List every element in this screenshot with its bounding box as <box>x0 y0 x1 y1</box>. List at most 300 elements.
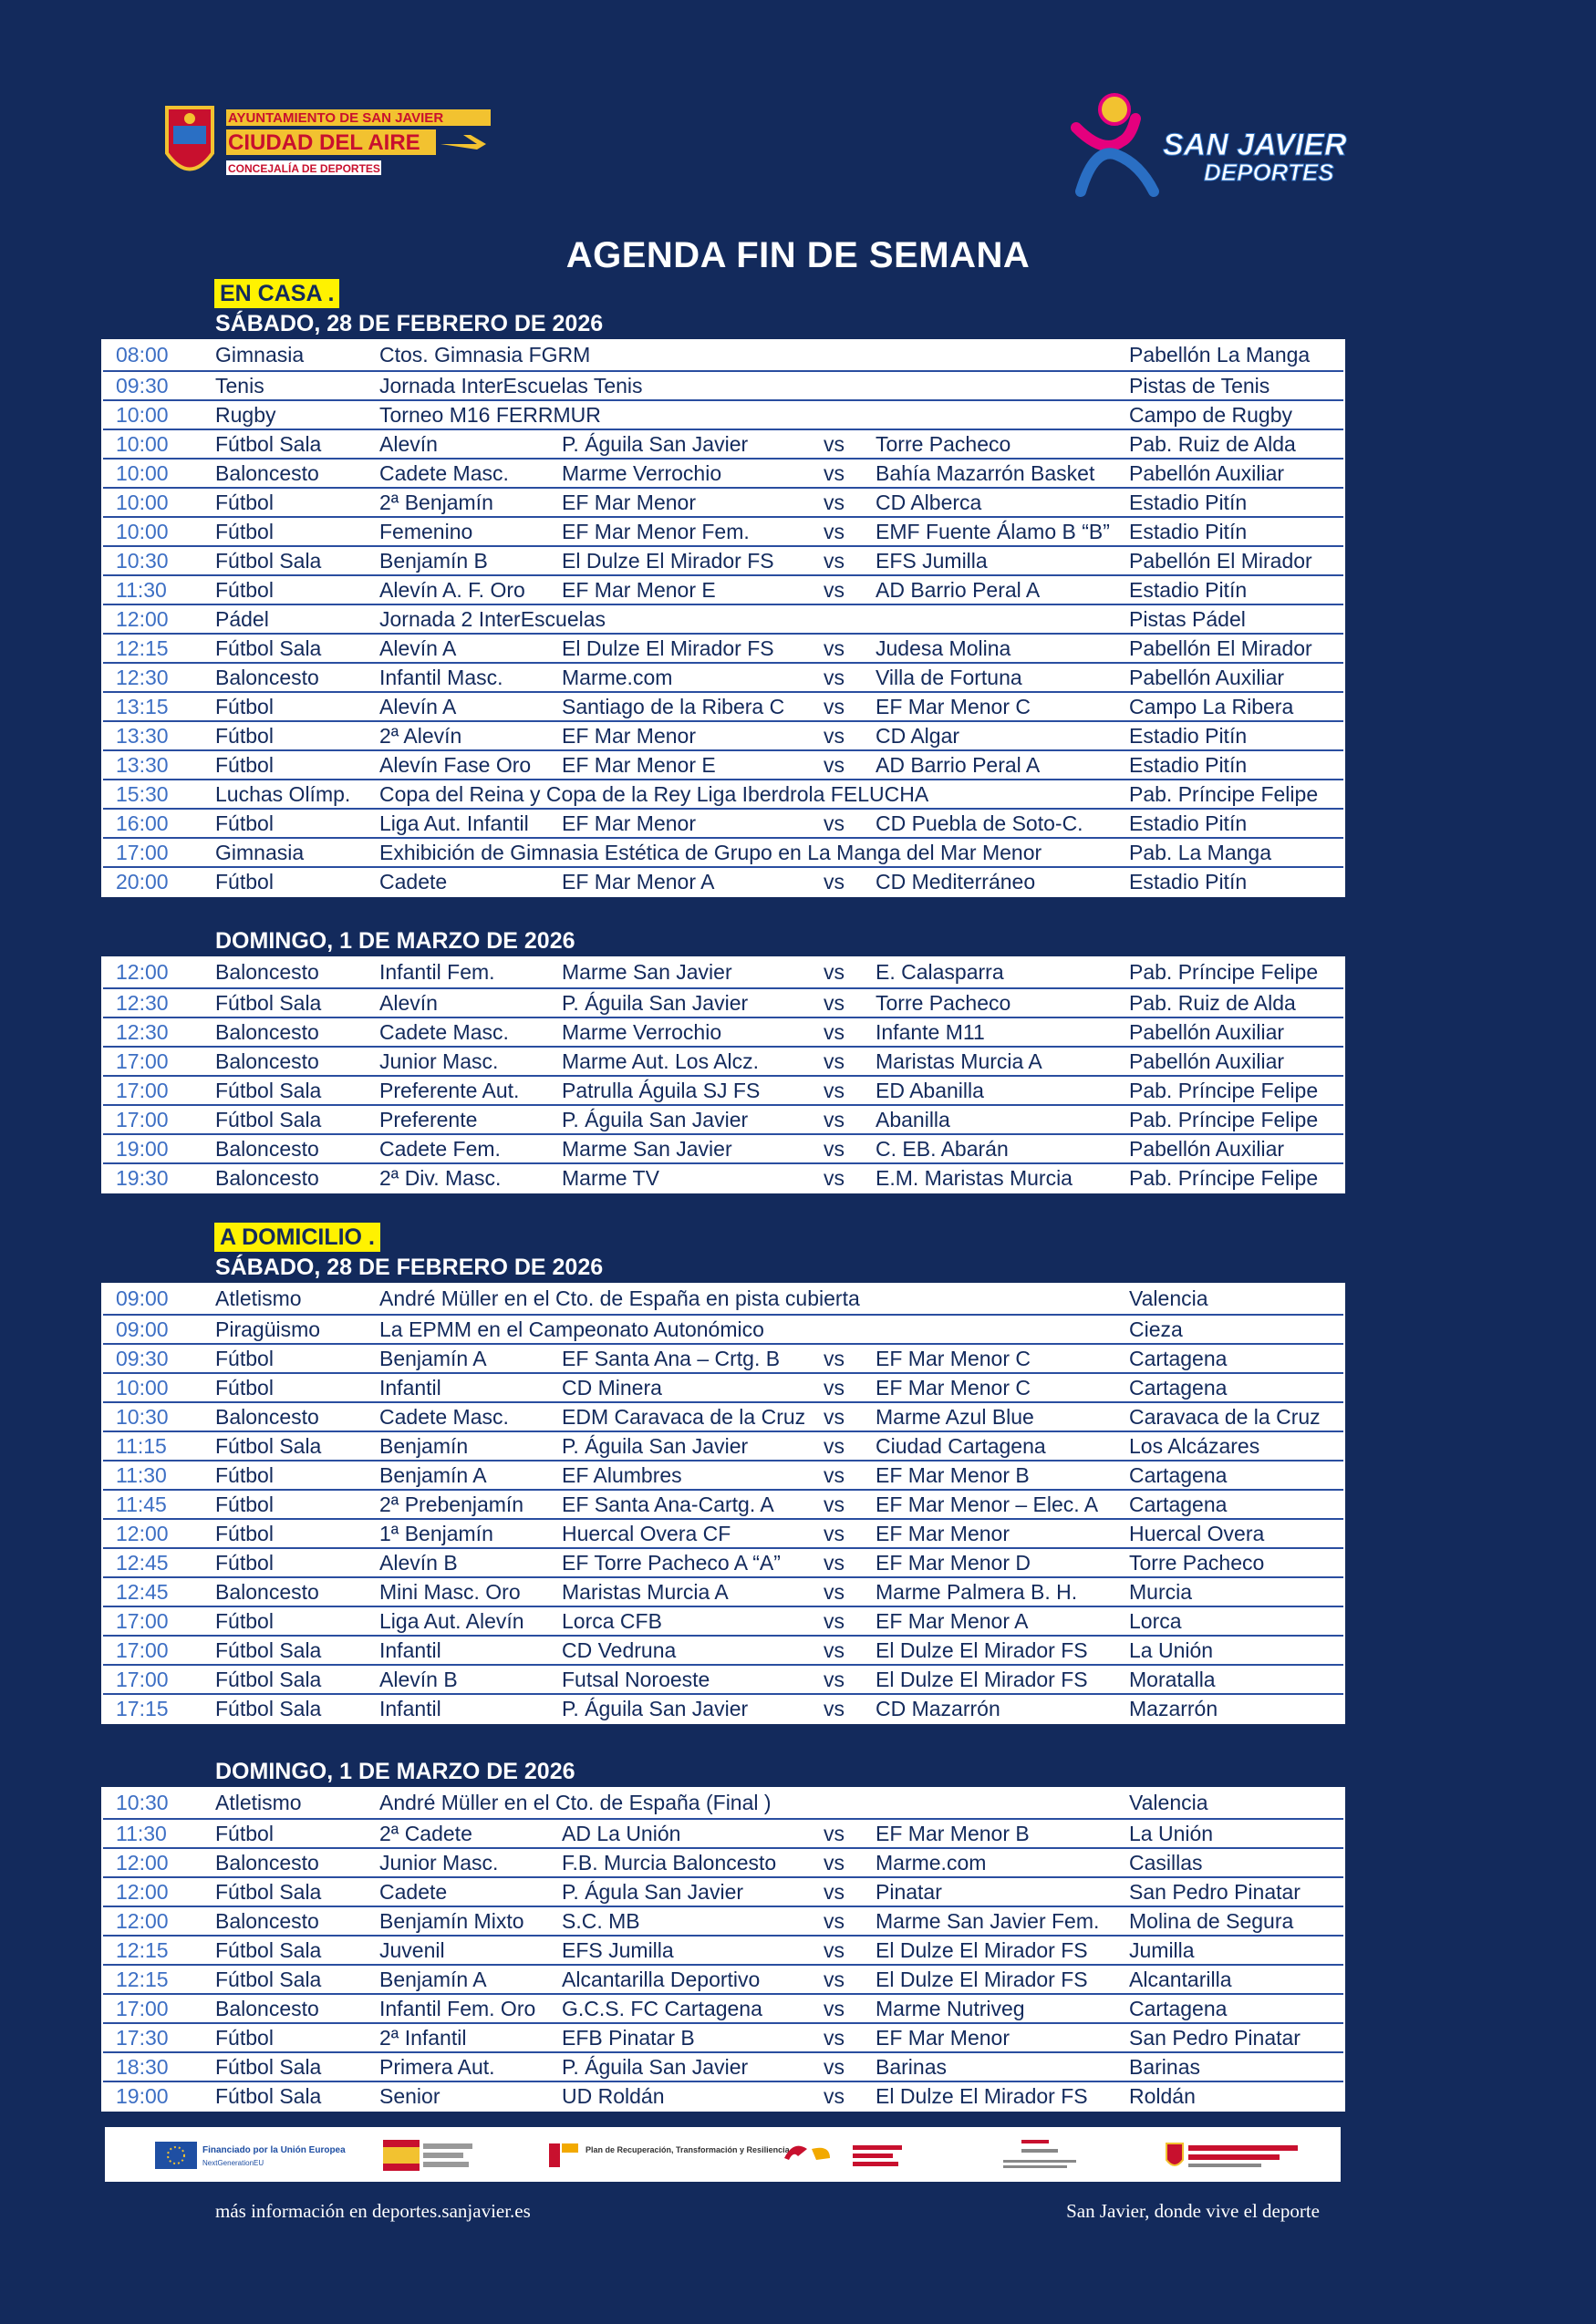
cell-sport: Fútbol Sala <box>215 1880 322 1904</box>
cell-cat: Infantil Fem. Oro <box>379 1997 536 2020</box>
cell-home: EF Mar Menor Fem. <box>562 520 750 543</box>
cell-vs: vs <box>824 491 845 514</box>
cell-away: CD Mazarrón <box>876 1697 1000 1720</box>
cell-venue: Campo de Rugby <box>1129 403 1292 427</box>
cell-sport: Fútbol <box>215 753 274 777</box>
cell-cat: La EPMM en el Campeonato Autonómico <box>379 1317 764 1341</box>
cell-time: 13:30 <box>116 753 169 777</box>
csd-logo <box>780 2140 907 2171</box>
cell-cat: 1ª Benjamín <box>379 1522 493 1545</box>
cell-home: Marme Verrochio <box>562 1020 722 1044</box>
cell-time: 09:00 <box>116 1286 169 1310</box>
table-row <box>103 1964 1343 1993</box>
table-row <box>103 1431 1343 1460</box>
cell-venue: Casillas <box>1129 1851 1203 1875</box>
ayuntamiento-small-logo <box>1163 2140 1309 2171</box>
cell-home: EFS Jumilla <box>562 1938 674 1962</box>
cell-home: CD Minera <box>562 1376 662 1400</box>
cell-sport: Fútbol <box>215 870 274 893</box>
cell-away: Marme Azul Blue <box>876 1405 1034 1429</box>
recovery-plan-logo <box>547 2140 790 2171</box>
cell-cat: Infantil Fem. <box>379 960 495 984</box>
cell-sport: Fútbol <box>215 520 274 543</box>
cell-sport: Baloncesto <box>215 1851 319 1875</box>
cell-time: 15:30 <box>116 782 169 806</box>
cell-venue: Pab. Príncipe Felipe <box>1129 960 1319 984</box>
cell-cat: Infantil Masc. <box>379 666 503 689</box>
cell-home: P. Águila San Javier <box>562 1697 749 1720</box>
cell-away: El Dulze El Mirador FS <box>876 1938 1088 1962</box>
cell-away: El Dulze El Mirador FS <box>876 2084 1088 2108</box>
cell-time: 08:00 <box>116 343 169 367</box>
cell-home: Huercal Overa CF <box>562 1522 731 1545</box>
cell-home: EDM Caravaca de la Cruz <box>562 1405 806 1429</box>
cell-cat: André Müller en el Cto. de España en pista cubierta <box>379 1286 860 1310</box>
cell-time: 09:00 <box>116 1317 169 1341</box>
cell-time: 13:15 <box>116 695 169 718</box>
page-title: AGENDA FIN DE SEMANA <box>565 235 1031 275</box>
cell-vs: vs <box>824 1697 845 1720</box>
cell-sport: Fútbol Sala <box>215 1638 322 1662</box>
cell-cat: Cadete Fem. <box>379 1137 501 1161</box>
cell-home: CD Vedruna <box>562 1638 677 1662</box>
cell-vs: vs <box>824 1522 845 1545</box>
cell-sport: Baloncesto <box>215 1405 319 1429</box>
cell-sport: Fútbol <box>215 1347 274 1370</box>
cell-away: Abanilla <box>876 1108 950 1131</box>
cell-sport: Baloncesto <box>215 1909 319 1933</box>
cell-sport: Fútbol <box>215 1609 274 1633</box>
cell-sport: Fútbol Sala <box>215 432 322 456</box>
cell-cat: Liga Aut. Infantil <box>379 811 529 835</box>
cell-venue: Estadio Pitín <box>1129 578 1248 602</box>
table-row <box>103 1606 1343 1635</box>
cell-cat: Alevín <box>379 432 438 456</box>
cell-venue: Estadio Pitín <box>1129 520 1248 543</box>
cell-sport: Baloncesto <box>215 1997 319 2020</box>
cell-home: P. Águila San Javier <box>562 1108 749 1131</box>
cell-cat: Jornada 2 InterEscuelas <box>379 607 606 631</box>
cell-venue: Pab. Ruiz de Alda <box>1129 432 1296 456</box>
cell-sport: Fútbol <box>215 1551 274 1575</box>
cell-away: Barinas <box>876 2055 947 2079</box>
cell-away: EF Mar Menor C <box>876 1347 1031 1370</box>
table-row <box>103 1460 1343 1489</box>
table-row <box>103 1133 1343 1162</box>
day-title: DOMINGO, 1 DE MARZO DE 2026 <box>215 928 575 954</box>
cell-away: Marme.com <box>876 1851 987 1875</box>
footer-info-link[interactable]: más información en deportes.sanjavier.es <box>215 2200 531 2222</box>
cell-home: EFB Pinatar B <box>562 2026 695 2050</box>
cell-venue: La Unión <box>1129 1638 1214 1662</box>
cell-vs: vs <box>824 1347 845 1370</box>
table-row <box>103 779 1343 808</box>
cell-cat: Alevín A <box>379 636 457 660</box>
cell-vs: vs <box>824 1166 845 1190</box>
cell-vs: vs <box>824 1968 845 1991</box>
cell-time: 11:30 <box>116 578 167 602</box>
cell-time: 10:00 <box>116 1376 169 1400</box>
cell-cat: Junior Masc. <box>379 1049 499 1073</box>
cell-time: 20:00 <box>116 870 169 893</box>
cell-vs: vs <box>824 870 845 893</box>
cell-venue: Molina de Segura <box>1129 1909 1294 1933</box>
cell-away: Marme San Javier Fem. <box>876 1909 1100 1933</box>
cell-venue: Cartagena <box>1129 1463 1228 1487</box>
cell-vs: vs <box>824 1909 845 1933</box>
cell-cat: Infantil <box>379 1697 441 1720</box>
cell-cat: 2ª Infantil <box>379 2026 467 2050</box>
cell-away: EF Mar Menor A <box>876 1609 1029 1633</box>
cell-cat: Mini Masc. Oro <box>379 1580 521 1604</box>
plan-text: Plan de Recuperación, Transformación y Resiliencia <box>586 2145 790 2154</box>
cell-home: Lorca CFB <box>562 1609 662 1633</box>
table-row <box>103 1547 1343 1576</box>
cell-venue: Pabellón La Manga <box>1129 343 1311 367</box>
cell-time: 12:00 <box>116 1909 169 1933</box>
cell-time: 17:00 <box>116 1638 169 1662</box>
cell-venue: Jumilla <box>1129 1938 1195 1962</box>
cell-venue: Estadio Pitín <box>1129 753 1248 777</box>
cell-time: 12:00 <box>116 960 169 984</box>
cell-away: CD Mediterráneo <box>876 870 1036 893</box>
cell-sport: Fútbol <box>215 724 274 748</box>
cell-vs: vs <box>824 1609 845 1633</box>
cell-cat: 2ª Cadete <box>379 1822 472 1845</box>
cell-away: AD Barrio Peral A <box>876 578 1041 602</box>
table-row <box>103 604 1343 633</box>
cell-time: 10:00 <box>116 432 169 456</box>
cell-venue: Pabellón El Mirador <box>1129 549 1312 573</box>
cell-home: EF Mar Menor <box>562 724 696 748</box>
cell-vs: vs <box>824 578 845 602</box>
section-label-away: A DOMICILIO . <box>214 1223 380 1252</box>
cell-sport: Atletismo <box>215 1791 302 1814</box>
cell-cat: Alevín <box>379 991 438 1015</box>
cell-venue: Pab. Príncipe Felipe <box>1129 782 1319 806</box>
cell-cat: Alevín Fase Oro <box>379 753 532 777</box>
cell-vs: vs <box>824 753 845 777</box>
table-row <box>103 987 1343 1017</box>
cell-away: ED Abanilla <box>876 1079 984 1102</box>
table-row <box>103 574 1343 604</box>
cell-home: AD La Unión <box>562 1822 681 1845</box>
day-title: SÁBADO, 28 DE FEBRERO DE 2026 <box>215 311 604 336</box>
cell-time: 12:45 <box>116 1551 169 1575</box>
cell-cat: Benjamín A <box>379 1463 487 1487</box>
cell-venue: Cartagena <box>1129 1997 1228 2020</box>
cell-sport: Fútbol Sala <box>215 1938 322 1962</box>
logo-line3: CONCEJALÍA DE DEPORTES <box>228 162 380 175</box>
cell-vs: vs <box>824 2055 845 2079</box>
cell-venue: Roldán <box>1129 2084 1196 2108</box>
cell-time: 16:00 <box>116 811 169 835</box>
logo-right-line1: SAN JAVIER <box>1163 128 1347 162</box>
cell-home: EF Mar Menor E <box>562 578 716 602</box>
cell-away: EF Mar Menor D <box>876 1551 1031 1575</box>
cell-venue: Pabellón Auxiliar <box>1129 461 1285 485</box>
cell-venue: Estadio Pitín <box>1129 491 1248 514</box>
cell-vs: vs <box>824 1108 845 1131</box>
cell-home: Marme TV <box>562 1166 659 1190</box>
cell-vs: vs <box>824 1551 845 1575</box>
cell-time: 10:30 <box>116 549 169 573</box>
cell-cat: Benjamín <box>379 1434 469 1458</box>
cell-time: 12:30 <box>116 666 169 689</box>
cell-time: 17:00 <box>116 1997 169 2020</box>
cell-sport: Gimnasia <box>215 343 305 367</box>
cell-time: 17:00 <box>116 1079 169 1102</box>
cell-time: 12:00 <box>116 1522 169 1545</box>
cell-home: Santiago de la Ribera C <box>562 695 785 718</box>
table-row <box>103 1401 1343 1431</box>
table-row <box>103 1104 1343 1133</box>
cell-vs: vs <box>824 1851 845 1875</box>
table-row <box>103 837 1343 866</box>
cell-cat: Cadete <box>379 1880 448 1904</box>
cell-home: P. Águila San Javier <box>562 432 749 456</box>
eu-text: Financiado por la Unión Europea <box>202 2145 346 2155</box>
cell-away: EFS Jumilla <box>876 549 988 573</box>
cell-away: El Dulze El Mirador FS <box>876 1638 1088 1662</box>
cell-venue: Valencia <box>1129 1286 1208 1310</box>
cell-sport: Fútbol Sala <box>215 636 322 660</box>
region-logo <box>967 2140 1113 2171</box>
cell-venue: Pabellón El Mirador <box>1129 636 1312 660</box>
cell-venue: Valencia <box>1129 1791 1208 1814</box>
cell-time: 10:30 <box>116 1791 169 1814</box>
cell-vs: vs <box>824 960 845 984</box>
cell-venue: La Unión <box>1129 1822 1214 1845</box>
cell-away: EF Mar Menor C <box>876 695 1031 718</box>
table-row <box>103 1343 1343 1372</box>
cell-time: 12:00 <box>116 607 169 631</box>
cell-sport: Fútbol <box>215 1522 274 1545</box>
cell-vs: vs <box>824 461 845 485</box>
cell-home: EF Mar Menor E <box>562 753 716 777</box>
table-row <box>103 1489 1343 1518</box>
cell-vs: vs <box>824 1493 845 1516</box>
cell-sport: Fútbol <box>215 2026 274 2050</box>
table-row <box>103 370 1343 399</box>
cell-vs: vs <box>824 520 845 543</box>
cell-vs: vs <box>824 991 845 1015</box>
cell-sport: Baloncesto <box>215 1049 319 1073</box>
cell-cat: Benjamín A <box>379 1968 487 1991</box>
cell-cat: Alevín B <box>379 1668 458 1691</box>
cell-home: Marme.com <box>562 666 673 689</box>
cell-time: 17:00 <box>116 1668 169 1691</box>
cell-venue: Campo La Ribera <box>1129 695 1294 718</box>
logo-right-line2: DEPORTES <box>1204 159 1334 186</box>
logo-line2: CIUDAD DEL AIRE <box>228 130 420 155</box>
table-row <box>103 1993 1343 2022</box>
cell-home: Futsal Noroeste <box>562 1668 710 1691</box>
cell-venue: Barinas <box>1129 2055 1200 2079</box>
cell-sport: Baloncesto <box>215 960 319 984</box>
cell-sport: Fútbol Sala <box>215 2055 322 2079</box>
cell-away: El Dulze El Mirador FS <box>876 1668 1088 1691</box>
cell-vs: vs <box>824 636 845 660</box>
cell-home: P. Águla San Javier <box>562 1880 744 1904</box>
table-row <box>103 1906 1343 1935</box>
cell-vs: vs <box>824 666 845 689</box>
cell-vs: vs <box>824 1137 845 1161</box>
table-row <box>103 1876 1343 1906</box>
cell-away: Marme Palmera B. H. <box>876 1580 1078 1604</box>
cell-sport: Rugby <box>215 403 276 427</box>
cell-vs: vs <box>824 1376 845 1400</box>
cell-venue: Estadio Pitín <box>1129 724 1248 748</box>
cell-away: EF Mar Menor – Elec. A <box>876 1493 1099 1516</box>
cell-time: 12:00 <box>116 1851 169 1875</box>
logo-line1: AYUNTAMIENTO DE SAN JAVIER <box>228 110 444 126</box>
cell-cat: Ctos. Gimnasia FGRM <box>379 343 591 367</box>
cell-venue: San Pedro Pinatar <box>1129 2026 1301 2050</box>
cell-vs: vs <box>824 1997 845 2020</box>
cell-venue: Pabellón Auxiliar <box>1129 1137 1285 1161</box>
cell-time: 12:45 <box>116 1580 169 1604</box>
cell-sport: Fútbol Sala <box>215 1079 322 1102</box>
cell-venue: Pab. Príncipe Felipe <box>1129 1166 1319 1190</box>
cell-cat: Alevín B <box>379 1551 458 1575</box>
eu-sub-text: NextGenerationEU <box>202 2159 264 2167</box>
cell-time: 12:15 <box>116 1938 169 1962</box>
table-row <box>103 1664 1343 1693</box>
cell-sport: Fútbol <box>215 491 274 514</box>
cell-time: 19:00 <box>116 2084 169 2108</box>
cell-home: P. Águila San Javier <box>562 991 749 1015</box>
cell-vs: vs <box>824 1668 845 1691</box>
schedule-table <box>101 339 1345 897</box>
table-row <box>103 458 1343 487</box>
cell-cat: Preferente <box>379 1108 478 1131</box>
cell-home: El Dulze El Mirador FS <box>562 549 774 573</box>
cell-cat: Cadete Masc. <box>379 1405 509 1429</box>
cell-home: P. Águila San Javier <box>562 2055 749 2079</box>
cell-venue: Pabellón Auxiliar <box>1129 1020 1285 1044</box>
cell-sport: Baloncesto <box>215 1580 319 1604</box>
schedule-table <box>101 1283 1345 1724</box>
cell-sport: Fútbol Sala <box>215 1697 322 1720</box>
cell-vs: vs <box>824 695 845 718</box>
cell-time: 09:30 <box>116 374 169 398</box>
cell-venue: Estadio Pitín <box>1129 870 1248 893</box>
cell-sport: Fútbol Sala <box>215 991 322 1015</box>
cell-home: EF Santa Ana – Crtg. B <box>562 1347 781 1370</box>
cell-time: 17:00 <box>116 1609 169 1633</box>
cell-venue: Cartagena <box>1129 1493 1228 1516</box>
cell-time: 11:30 <box>116 1463 167 1487</box>
table-row <box>103 1789 1343 1818</box>
table-row <box>103 2051 1343 2081</box>
cell-time: 19:00 <box>116 1137 169 1161</box>
table-row <box>103 720 1343 749</box>
cell-away: EF Mar Menor B <box>876 1463 1030 1487</box>
table-row <box>103 487 1343 516</box>
cell-cat: Alevín A <box>379 695 457 718</box>
cell-vs: vs <box>824 1580 845 1604</box>
cell-time: 17:15 <box>116 1697 169 1720</box>
cell-time: 10:30 <box>116 1405 169 1429</box>
cell-time: 17:00 <box>116 841 169 864</box>
cell-time: 10:00 <box>116 461 169 485</box>
cell-venue: Cieza <box>1129 1317 1183 1341</box>
cell-sport: Pádel <box>215 607 269 631</box>
table-row <box>103 1285 1343 1314</box>
cell-time: 17:30 <box>116 2026 169 2050</box>
cell-home: EF Alumbres <box>562 1463 682 1487</box>
cell-sport: Fútbol <box>215 1822 274 1845</box>
cell-venue: Moratalla <box>1129 1668 1216 1691</box>
cell-venue: Pab. Ruiz de Alda <box>1129 991 1296 1015</box>
cell-away: Villa de Fortuna <box>876 666 1022 689</box>
table-row <box>103 399 1343 429</box>
table-row <box>103 1162 1343 1192</box>
cell-time: 12:15 <box>116 636 169 660</box>
cell-time: 09:30 <box>116 1347 169 1370</box>
cell-home: Patrulla Águila SJ FS <box>562 1079 761 1102</box>
cell-away: Infante M11 <box>876 1020 985 1044</box>
table-row <box>103 749 1343 779</box>
cell-venue: San Pedro Pinatar <box>1129 1880 1301 1904</box>
cell-sport: Atletismo <box>215 1286 302 1310</box>
table-row <box>103 1935 1343 1964</box>
cell-venue: Pab. Príncipe Felipe <box>1129 1079 1319 1102</box>
cell-venue: Mazarrón <box>1129 1697 1218 1720</box>
cell-sport: Fútbol <box>215 811 274 835</box>
cell-home: EF Mar Menor <box>562 811 696 835</box>
cell-away: EMF Fuente Álamo B “B” <box>876 520 1110 543</box>
cell-cat: 2ª Alevín <box>379 724 462 748</box>
cell-cat: Cadete <box>379 870 448 893</box>
cell-sport: Fútbol Sala <box>215 1108 322 1131</box>
cell-time: 12:15 <box>116 1968 169 1991</box>
table-row <box>103 1075 1343 1104</box>
cell-home: S.C. MB <box>562 1909 640 1933</box>
cell-vs: vs <box>824 1434 845 1458</box>
cell-sport: Baloncesto <box>215 1020 319 1044</box>
cell-away: AD Barrio Peral A <box>876 753 1041 777</box>
ayuntamiento-logo <box>162 98 500 190</box>
table-row <box>103 691 1343 720</box>
cell-vs: vs <box>824 549 845 573</box>
cell-vs: vs <box>824 724 845 748</box>
cell-home: Maristas Murcia A <box>562 1580 729 1604</box>
table-row <box>103 633 1343 662</box>
cell-sport: Fútbol Sala <box>215 1668 322 1691</box>
cell-vs: vs <box>824 1405 845 1429</box>
table-row <box>103 866 1343 895</box>
cell-venue: Estadio Pitín <box>1129 811 1248 835</box>
cell-vs: vs <box>824 1079 845 1102</box>
cell-venue: Caravaca de la Cruz <box>1129 1405 1321 1429</box>
cell-away: EF Mar Menor B <box>876 1822 1030 1845</box>
cell-cat: Cadete Masc. <box>379 1020 509 1044</box>
cell-sport: Baloncesto <box>215 1137 319 1161</box>
cell-venue: Alcantarilla <box>1129 1968 1232 1991</box>
table-row <box>103 958 1343 987</box>
cell-vs: vs <box>824 432 845 456</box>
government-logo <box>383 2140 474 2171</box>
cell-away: Torre Pacheco <box>876 432 1011 456</box>
cell-home: Marme Verrochio <box>562 461 722 485</box>
day-title: DOMINGO, 1 DE MARZO DE 2026 <box>215 1759 575 1784</box>
cell-time: 12:30 <box>116 1020 169 1044</box>
cell-time: 12:30 <box>116 991 169 1015</box>
cell-home: UD Roldán <box>562 2084 665 2108</box>
cell-home: P. Águila San Javier <box>562 1434 749 1458</box>
